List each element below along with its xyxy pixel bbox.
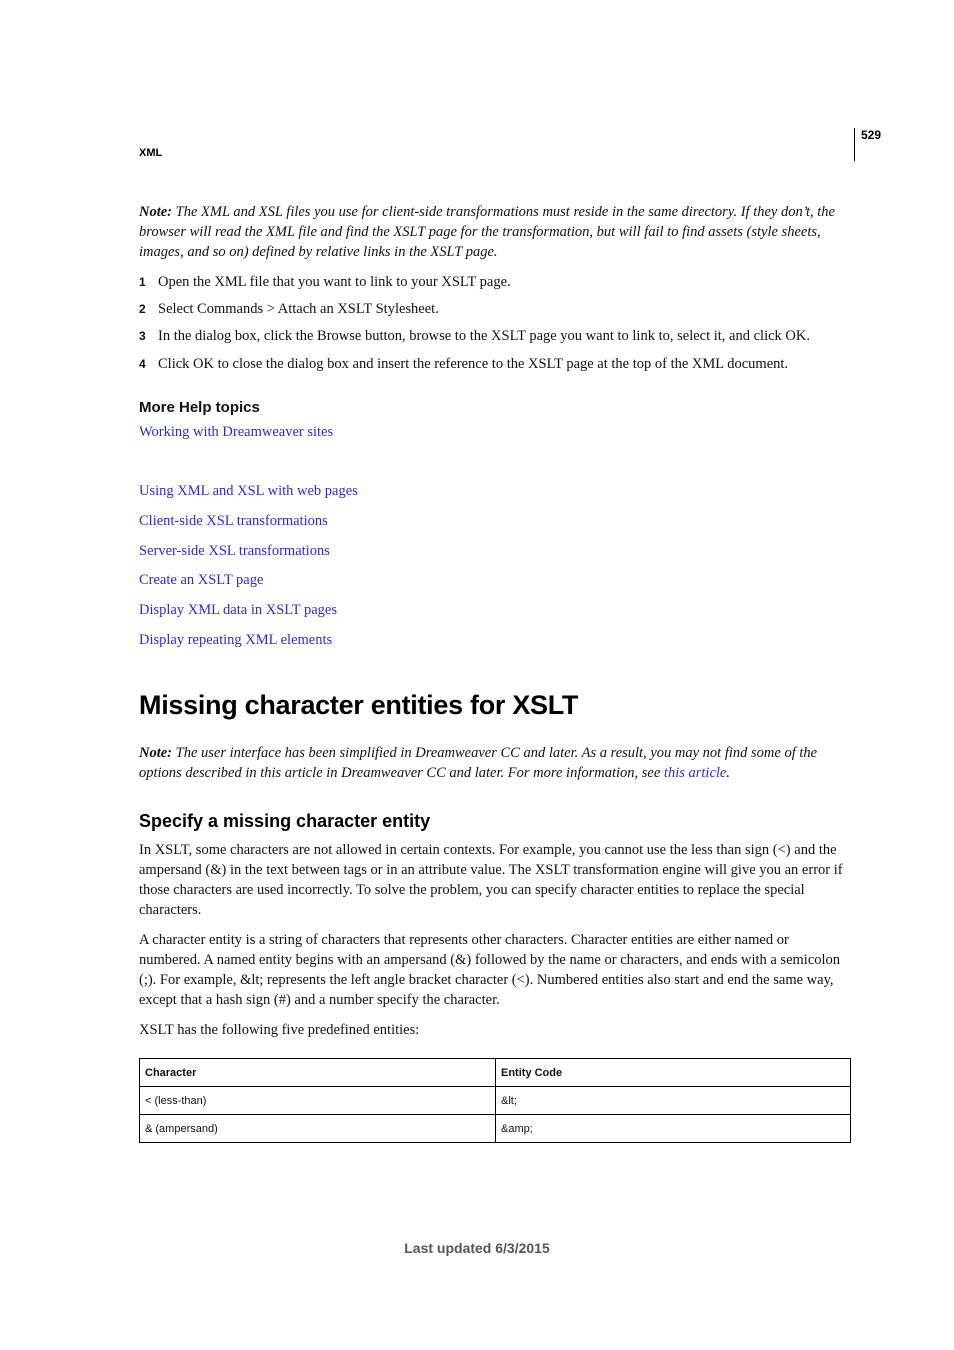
- link-display-xml-data[interactable]: Display XML data in XSLT pages: [139, 602, 338, 618]
- table-cell: &amp;: [496, 1115, 851, 1143]
- column-header-character: Character: [140, 1059, 496, 1087]
- paragraph-predefined-entities: XSLT has the following five predefined entities:: [139, 1022, 420, 1038]
- link-client-side-xsl[interactable]: Client-side XSL transformations: [139, 513, 328, 529]
- note-ui-simplified: [139, 743, 851, 783]
- note-text: The XML and XSL files you use for client-side transformations must reside in the same directory. If they don’t, the browser will read the XML file and find the XSLT page for the transformation, but will fail to find assets (style sheets, images, and so on) defined by relative links in the XSLT page.: [139, 204, 835, 260]
- running-header: XML: [139, 147, 163, 159]
- table-row: [140, 1115, 851, 1143]
- page-number: 529: [861, 128, 882, 142]
- table-cell: &lt;: [496, 1087, 851, 1115]
- note-same-directory: [139, 202, 851, 262]
- note-label: Note:: [139, 204, 173, 220]
- paragraph-character-entity: A character entity is a string of characters that represents other characters. Character entities are either named or numbered. A named entity begins with an ampersand (&) followed by the name or characters, and ends with a semicolon (;). For example, &lt; represents the left angle bracket character (<). Numbered entities also start and end the same way, except that a hash sign (#) and a number specify the character.: [139, 932, 841, 1008]
- column-header-entity-code: Entity Code: [496, 1059, 851, 1087]
- step-text: Open the XML file that you want to link to your XSLT page.: [158, 274, 511, 290]
- step-text: Select Commands > Attach an XSLT Stylesheet.: [158, 301, 439, 317]
- table-row: [140, 1087, 851, 1115]
- more-help-heading: More Help topics: [139, 399, 260, 416]
- note-label: Note:: [139, 745, 173, 761]
- table-cell: < (less-than): [140, 1087, 496, 1115]
- link-server-side-xsl[interactable]: Server-side XSL transformations: [139, 543, 330, 559]
- table-header-row: [140, 1059, 851, 1087]
- step-number: 2: [139, 302, 146, 316]
- step-number: 1: [139, 275, 146, 289]
- step-number: 3: [139, 329, 146, 343]
- section-title: Missing character entities for XSLT: [139, 690, 579, 720]
- table-cell: & (ampersand): [140, 1115, 496, 1143]
- this-article-link[interactable]: this article: [663, 765, 727, 781]
- link-working-with-dreamweaver-sites[interactable]: Working with Dreamweaver sites: [139, 424, 334, 440]
- link-using-xml-and-xsl[interactable]: Using XML and XSL with web pages: [139, 483, 358, 499]
- link-create-xslt-page[interactable]: Create an XSLT page: [139, 572, 264, 588]
- step-text: In the dialog box, click the Browse button, browse to the XSLT page you want to link to, select it, and click OK.: [158, 328, 810, 344]
- paragraph-xslt-contexts: In XSLT, some characters are not allowed in certain contexts. For example, you cannot use the less than sign (<) and the ampersand (&) in the text between tags or in an attribute value. The XSLT transformation engine will give you an error if those characters are used incorrectly. To solve the problem, you can specify character entities to replace the special characters.: [139, 842, 843, 918]
- note-end: .: [726, 765, 730, 781]
- footer-last-updated: Last updated 6/3/2015: [404, 1240, 550, 1256]
- note-text: The user interface has been simplified in Dreamweaver CC and later. As a result, you may not find some of the options described in this article in Dreamweaver CC and later. For more information, see: [139, 745, 818, 781]
- step-number: 4: [139, 357, 146, 371]
- link-display-repeating-xml[interactable]: Display repeating XML elements: [139, 632, 333, 648]
- step-text: Click OK to close the dialog box and insert the reference to the XSLT page at the top of the XML document.: [158, 356, 789, 372]
- subsection-title: Specify a missing character entity: [139, 811, 431, 831]
- header-rule: [854, 128, 855, 161]
- entities-table: [139, 1058, 851, 1143]
